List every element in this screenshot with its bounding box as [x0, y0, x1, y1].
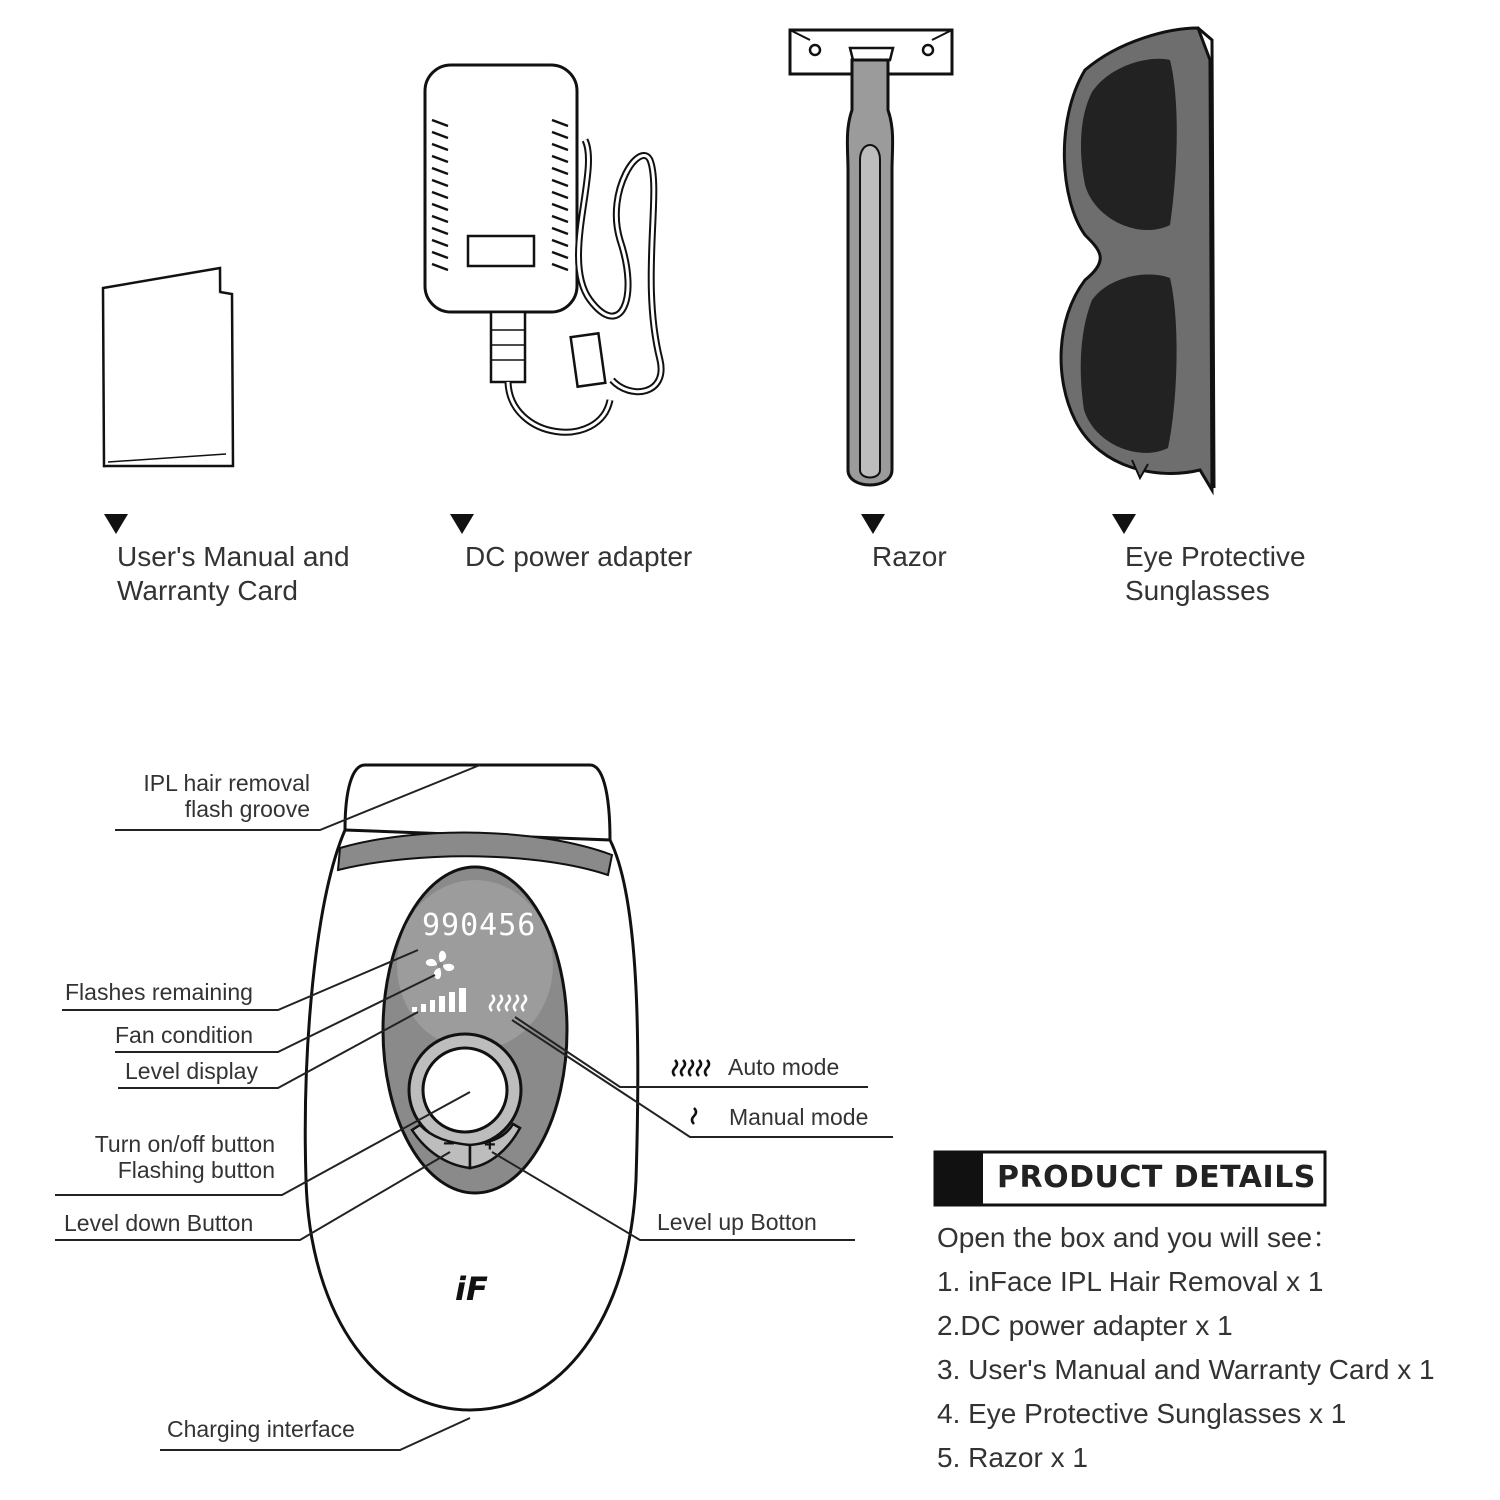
callout-flashes-remaining: Flashes remaining [65, 979, 253, 1005]
details-item-4: 4. Eye Protective Sunglasses x 1 [937, 1398, 1347, 1429]
razor-icon [790, 30, 952, 485]
manual-booklet-icon [103, 268, 233, 466]
power-adapter-icon [425, 65, 661, 432]
callout-flash-groove: IPL hair removal flash groove [143, 770, 310, 822]
auto-mode-icon [673, 1060, 709, 1076]
details-title: PRODUCT DETAILS [997, 1160, 1316, 1195]
callout-manual-mode: Manual mode [729, 1104, 869, 1130]
callout-onoff-button: Turn on/off button Flashing button [94, 1131, 275, 1183]
callout-charging: Charging interface [167, 1416, 355, 1442]
callout-fan-condition: Fan condition [115, 1022, 254, 1048]
manual-mode-icon [692, 1108, 696, 1124]
details-title-bar [935, 1152, 983, 1205]
flash-counter-display: 990456 [422, 908, 537, 943]
razor-label: Razor [872, 541, 947, 572]
brand-logo: iF [455, 1270, 488, 1308]
sunglasses-pointer-icon [1112, 514, 1136, 534]
manual-pointer-icon [104, 514, 128, 534]
callout-level-down: Level down Button [64, 1210, 254, 1236]
sunglasses-label: Eye Protective Sunglasses [1125, 541, 1306, 606]
level-up-key-symbol: + [484, 1134, 496, 1156]
ipl-device-illustration [305, 765, 638, 1410]
sunglasses-icon [1061, 28, 1214, 490]
details-item-3: 3. User's Manual and Warranty Card x 1 [937, 1354, 1435, 1385]
callout-level-display: Level display [125, 1058, 258, 1084]
details-item-2: 2.DC power adapter x 1 [937, 1310, 1233, 1341]
manual-label: User's Manual and Warranty Card [117, 541, 350, 606]
adapter-label: DC power adapter [465, 541, 693, 572]
details-item-1: 1. inFace IPL Hair Removal x 1 [937, 1266, 1324, 1297]
razor-pointer-icon [861, 514, 885, 534]
callout-auto-mode: Auto mode [728, 1054, 840, 1080]
details-intro: Open the box and you will see： [937, 1222, 1341, 1253]
level-down-key-symbol: − [443, 1133, 455, 1155]
adapter-pointer-icon [450, 514, 474, 534]
callout-level-up: Level up Botton [657, 1209, 817, 1235]
details-item-5: 5. Razor x 1 [937, 1442, 1088, 1473]
